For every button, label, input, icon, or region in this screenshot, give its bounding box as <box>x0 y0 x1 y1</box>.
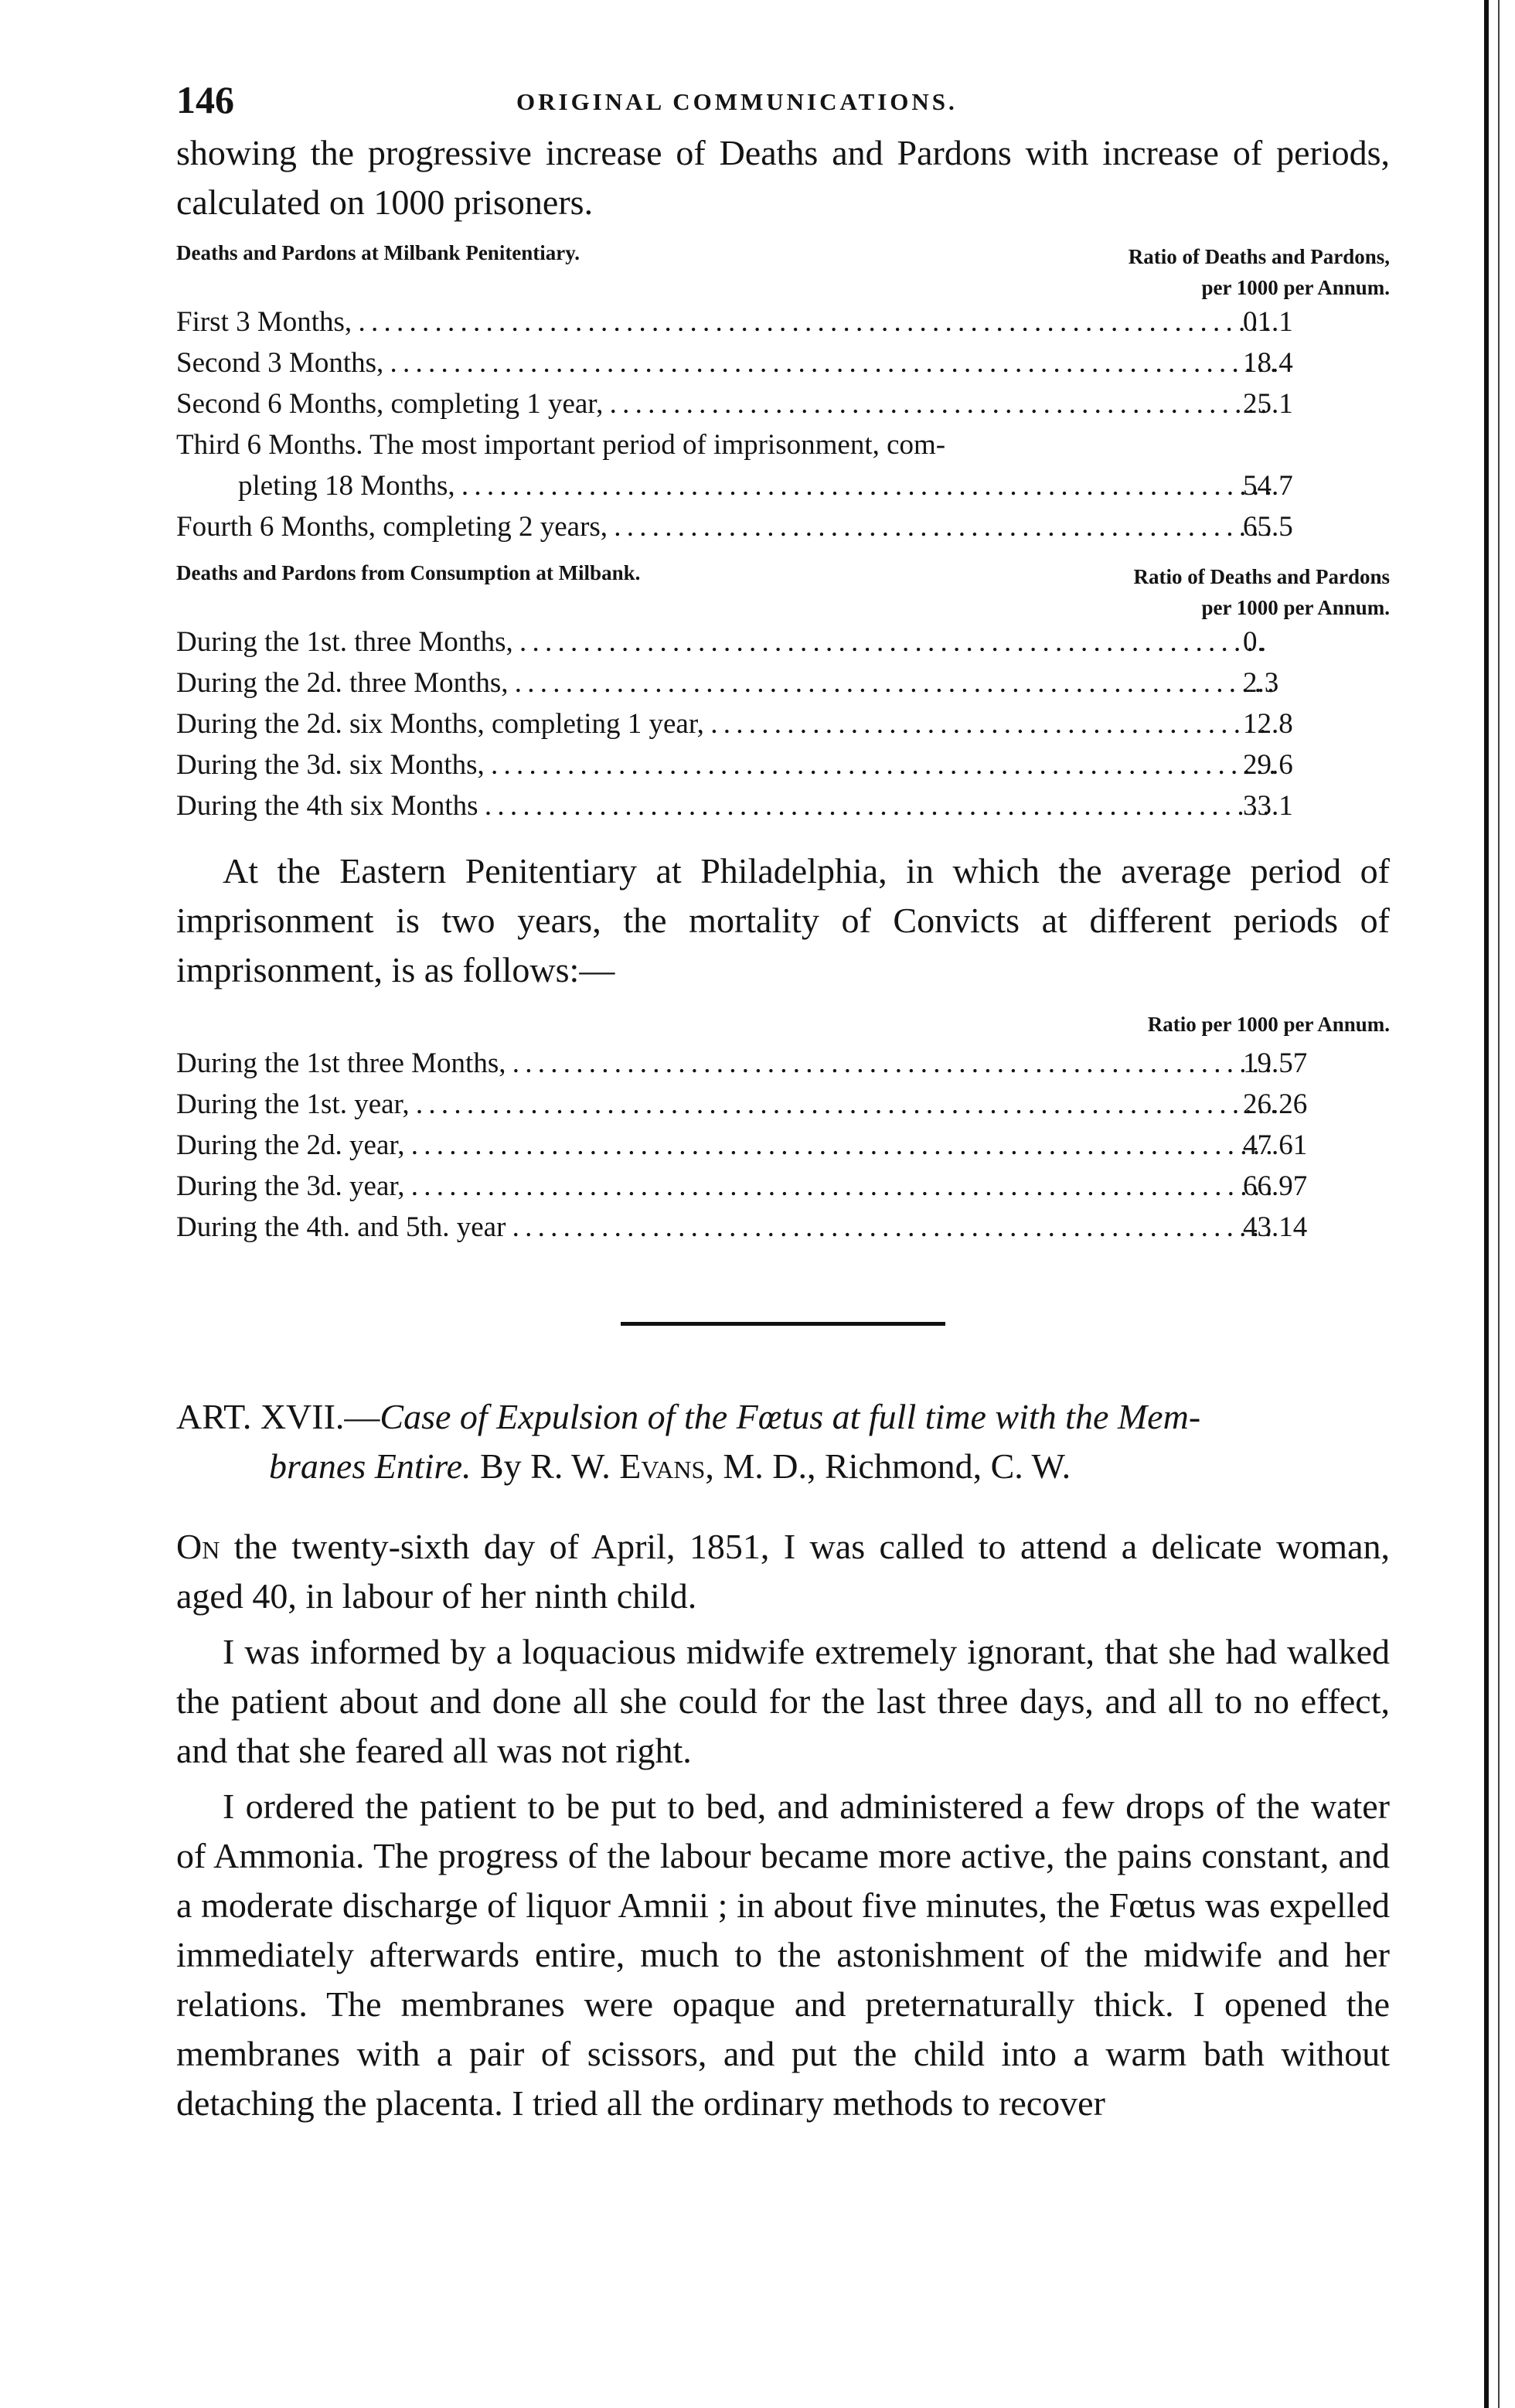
row-label: During the 2d. three Months, . . . <box>176 662 1274 703</box>
table-row <box>176 703 1390 744</box>
byline-suffix: , M. D., Richmond, C. W. <box>705 1446 1071 1486</box>
table-row <box>176 1043 1390 1084</box>
table-row <box>176 1207 1390 1248</box>
row-label: Third 6 Months. The most important period of imprisonment, com- <box>176 429 946 461</box>
table-heading-left: Deaths and Pardons from Consumption at Milbank. <box>176 561 641 584</box>
page-edge-line-thin <box>1498 0 1500 2408</box>
table-row <box>176 424 1390 465</box>
page-number: 146 <box>176 78 234 121</box>
row-label: During the 2d. year, . . . <box>176 1125 1274 1166</box>
row-label: First 3 Months, . . . <box>176 301 1274 342</box>
row-label: Fourth 6 Months, completing 2 years, . . . <box>176 506 1274 547</box>
paragraph-1-text: the twenty-sixth day of April, 1851, I was called to attend a delicate woman, aged 40, in labour of her ninth child. <box>176 1527 1390 1616</box>
table-row <box>176 744 1390 785</box>
row-label: During the 1st three Months, . . . <box>176 1043 1274 1084</box>
row-value: 19.57 <box>1243 1047 1308 1079</box>
row-value: 01.1 <box>1243 306 1293 338</box>
paragraph-1 <box>176 1522 1390 1621</box>
row-label: During the 3d. six Months, . . . <box>176 744 1274 785</box>
table-row <box>176 1166 1390 1207</box>
paragraph-3: I ordered the patient to be put to bed, and administered a few drops of the water of Ammonia. The progress of the labour became more active, the pains constant, and a moderate discharge of liquor Amnii ; in about five minutes, the Fœtus was expelled immediately afterwards entire, much to the astonishment of the midwife and her relations. The membranes were opaque and preternaturally thick. I opened the membranes with a pair of scissors, and put the child into a warm bath without detaching the placenta. I tried all the ordinary methods to recover <box>176 1786 1390 2123</box>
table-row <box>176 622 1390 662</box>
row-value: 33.1 <box>1243 790 1293 822</box>
table-heading <box>176 552 1390 622</box>
table-milbank <box>176 232 1390 547</box>
article-heading-line2 <box>176 1442 1390 1491</box>
drop-initial: On <box>176 1527 220 1566</box>
row-value: 0. <box>1243 626 1265 658</box>
table-row <box>176 1125 1390 1166</box>
row-value: 18.4 <box>1243 347 1293 379</box>
row-value: 2.3 <box>1243 667 1279 699</box>
paragraph-2: I was informed by a loquacious midwife extremely ignorant, that she had walked the patient about and done all she could for the last three days, and all to no effect, and that she feared all was not right. <box>176 1632 1390 1770</box>
row-value: 12.8 <box>1243 708 1293 740</box>
page <box>176 54 1390 2128</box>
table-row <box>176 301 1390 342</box>
row-value: 29.6 <box>1243 749 1293 781</box>
article-title-line2: branes Entire. <box>269 1446 472 1486</box>
section-divider <box>621 1322 945 1326</box>
page-header <box>176 54 1390 124</box>
table-heading-right-line1: Ratio of Deaths and Pardons <box>1133 565 1390 588</box>
row-value: 26.26 <box>1243 1088 1308 1120</box>
table-row <box>176 506 1390 547</box>
row-value: 25.1 <box>1243 388 1293 420</box>
table-heading-right <box>1129 241 1390 303</box>
table-row <box>176 342 1390 383</box>
row-label: During the 1st. year, . . . <box>176 1084 1274 1125</box>
page-edge-line <box>1484 0 1489 2408</box>
row-value: 47.61 <box>1243 1129 1308 1161</box>
row-value: 43.14 <box>1243 1211 1308 1243</box>
table-heading-right <box>1133 561 1390 623</box>
byline-prefix: By R. W. <box>471 1446 620 1486</box>
row-label: During the 2d. six Months, completing 1 year, . . . <box>176 703 1274 744</box>
table-heading <box>176 232 1390 301</box>
table-row <box>176 785 1390 826</box>
table-heading-right-line2: per 1000 per Annum. <box>1201 276 1390 299</box>
article-title-line1: Case of Expulsion of the Fœtus at full time with the Mem- <box>380 1397 1201 1436</box>
table-eastern <box>176 1000 1390 1248</box>
table-row <box>176 465 1390 506</box>
row-label: pleting 18 Months, . . . <box>238 465 1274 506</box>
table-consumption <box>176 552 1390 826</box>
article-number: ART. XVII.— <box>176 1397 380 1436</box>
row-value: 54.7 <box>1243 470 1293 502</box>
table-row <box>176 662 1390 703</box>
row-label: During the 3d. year, . . . <box>176 1166 1274 1207</box>
table-heading-right-line1: Ratio of Deaths and Pardons, <box>1128 245 1390 268</box>
row-label: Second 6 Months, completing 1 year, . . . <box>176 383 1274 424</box>
table-heading-left: Deaths and Pardons at Milbank Penitentiary. <box>176 241 580 264</box>
row-label: Second 3 Months, . . . <box>176 342 1274 383</box>
paragraph-eastern: At the Eastern Penitentiary at Philadelphia, in which the average period of imprisonment is two years, the mortality of Convicts at different periods of imprisonment, is as follows:— <box>176 851 1390 989</box>
article-heading <box>176 1392 1390 1491</box>
table-heading <box>176 1000 1390 1043</box>
author-name: Evans <box>619 1446 706 1486</box>
table-heading-right-line2: per 1000 per Annum. <box>1201 596 1390 619</box>
row-label: During the 4th. and 5th. year . . . <box>176 1207 1274 1248</box>
intro-text: showing the progressive increase of Deaths and Pardons with increase of periods, calculated on 1000 prisoners. <box>176 133 1390 222</box>
row-label: During the 4th six Months . . . <box>176 785 1274 826</box>
running-head: ORIGINAL COMMUNICATIONS. <box>516 88 958 115</box>
table-row <box>176 383 1390 424</box>
table-heading-right: Ratio per 1000 per Annum. <box>1147 1013 1390 1036</box>
row-value: 66.97 <box>1243 1170 1308 1202</box>
table-row <box>176 1084 1390 1125</box>
row-value: 65.5 <box>1243 511 1293 543</box>
row-label: During the 1st. three Months, . . . <box>176 622 1274 662</box>
